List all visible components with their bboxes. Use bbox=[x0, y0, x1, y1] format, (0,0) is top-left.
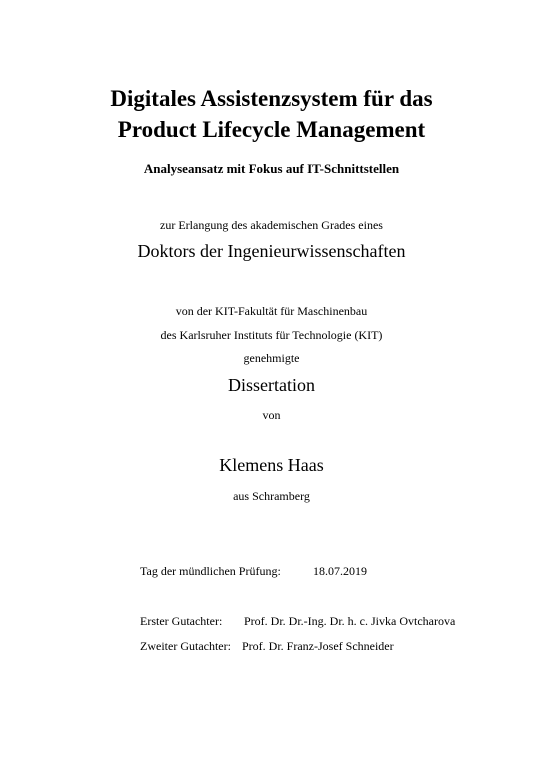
first-reviewer-label: Erster Gutachter: bbox=[140, 614, 223, 628]
degree-name: Doktors der Ingenieurwissenschaften bbox=[137, 241, 406, 261]
subtitle: Analyseansatz mit Fokus auf IT-Schnittstellen bbox=[143, 161, 400, 176]
author-origin: aus Schramberg bbox=[233, 489, 310, 503]
second-reviewer-name: Prof. Dr. Franz-Josef Schneider bbox=[242, 639, 394, 653]
first-reviewer-row bbox=[140, 614, 456, 629]
first-reviewer-name: Prof. Dr. Dr.-Ing. Dr. h. c. Jivka Ovtcharova bbox=[244, 614, 456, 628]
author-name: Klemens Haas bbox=[219, 455, 324, 475]
second-reviewer-row bbox=[140, 639, 394, 654]
faculty-line-1: von der KIT-Fakultät für Maschinenbau bbox=[175, 304, 368, 318]
approved-text: genehmigte bbox=[243, 351, 300, 365]
second-reviewer-label: Zweiter Gutachter: bbox=[140, 639, 231, 653]
title-line-1: Digitales Assistenzsystem für das bbox=[110, 86, 433, 111]
document-type: Dissertation bbox=[228, 375, 315, 395]
by-text: von bbox=[262, 408, 281, 422]
exam-date-value: 18.07.2019 bbox=[313, 564, 367, 578]
degree-intro: zur Erlangung des akademischen Grades eines bbox=[160, 218, 383, 232]
title-line-2: Product Lifecycle Management bbox=[117, 117, 426, 142]
exam-date-label: Tag der mündlichen Prüfung: bbox=[140, 564, 281, 578]
faculty-line-2: des Karlsruher Instituts für Technologie (KIT) bbox=[160, 328, 383, 342]
exam-date-row bbox=[140, 564, 367, 579]
